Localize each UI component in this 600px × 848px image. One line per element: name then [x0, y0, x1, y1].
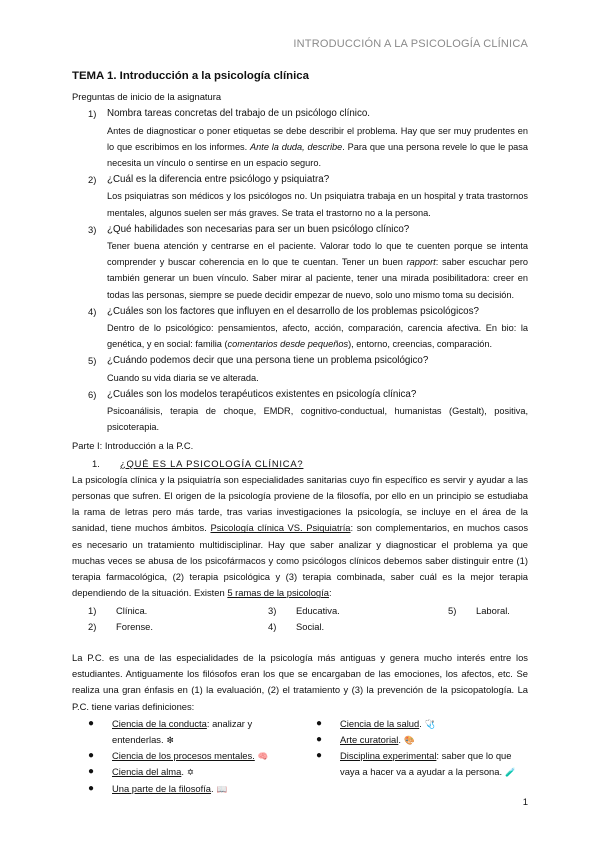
- question-number: 2): [88, 174, 97, 186]
- definitions-column-left: [72, 716, 300, 797]
- question-item: [72, 222, 528, 303]
- bullet-icon: ●: [316, 717, 323, 729]
- question-text: ¿Qué habilidades son necesarias para ser un buen psicólogo clínico?: [107, 223, 410, 235]
- list-item: ● Ciencia del alma. ✡: [72, 764, 300, 780]
- bullet-icon: ●: [316, 750, 323, 762]
- list-item: ● Disciplina experimental: saber que lo que vaya a hacer va a ayudar a la persona. 🧪: [300, 748, 528, 780]
- list-item: ● Ciencia de la salud. 🩺: [300, 716, 528, 732]
- definitions-list: [72, 716, 528, 797]
- question-list: [72, 106, 528, 435]
- bullet-icon: ●: [88, 766, 95, 778]
- palette-icon: 🎨: [403, 734, 415, 745]
- answer-text: Los psiquiatras son médicos y los psicólogos no. Un psiquiatra trabaja en un hospital y trata trastornos mentales, algunos suelen ser más graves. Se trata el trastorno no a la persona.: [107, 191, 528, 218]
- paragraph-intro: La psicología clínica y la psiquiatría son especialidades sanitarias cuyo fin específico es servir y ayudar a las personas que sufren. El origen de la psicología proviene de la filosofía, por ello en un principio se estudiaba la rama de letras pero más tarde, tras varias investigaciones la psicología, se incluye en el área de la sanidad, tiene muchos ámbitos. Psicología clínica VS. Psiquiatría: son complementarios, en muchos casos es necesario un tratamiento multidisciplinar. Hay que saber analizar y diagnosticar el problema ya que muchas veces se abusa de los psicofármacos y como psicólogos clínicos debemos saber distinguir entre (1) terapia farmacológica, (2) terapia psicológica y (3) terapia combinada, saber cuál es la mejor terapia dependiendo de la situación. Existen 5 ramas de la psicología:: [72, 473, 529, 599]
- bullet-icon: ●: [316, 733, 323, 745]
- bullet-icon: ●: [88, 782, 95, 794]
- answer-text: Dentro de lo psicológico: pensamientos, afecto, acción, comparación, carencia afectiva. En bio: la genética, y en social: familia (comentarios desde pequeños), entorno, creencias, comparación.: [107, 323, 528, 350]
- part-title: Parte I: Introducción a la P.C.: [72, 440, 194, 452]
- question-text: ¿Cuándo podemos decir que una persona tiene un problema psicológico?: [107, 355, 429, 367]
- question-item: [72, 353, 528, 385]
- question-text: ¿Cuáles son los factores que influyen en el desarrollo de los problemas psicológicos?: [107, 305, 479, 317]
- answer-text: Psicoanálisis, terapia de choque, EMDR, cognitivo-conductual, humanistas (Gestalt), positiva, psicoterapia.: [107, 406, 528, 433]
- question-text: Nombra tareas concretas del trabajo de un psicólogo clínico.: [107, 108, 371, 120]
- list-item: ● Ciencia de la conducta: analizar y entenderlas. ❇: [72, 716, 300, 748]
- question-item: [72, 172, 528, 221]
- sparkle-icon: ❇: [166, 734, 174, 745]
- list-item: ● Arte curatorial. 🎨: [300, 732, 528, 748]
- list-item: ● Una parte de la filosofía. 📖: [72, 781, 300, 797]
- section-title: ¿QUÉ ES LA PSICOLOGÍA CLÍNICA?: [120, 457, 304, 469]
- question-number: 1): [88, 108, 97, 120]
- underlined-term: Psicología clínica VS. Psiquiatría: [210, 522, 351, 534]
- question-number: 4): [88, 305, 97, 317]
- book-icon: 📖: [216, 783, 228, 794]
- question-number: 3): [88, 223, 97, 235]
- subtitle: Preguntas de inicio de la asignatura: [72, 91, 222, 103]
- section-heading: [72, 456, 528, 472]
- answer-text: Antes de diagnosticar o poner etiquetas se debe describir el problema. Hay que ser muy prudentes en lo que escribimos en los informes. Ante la duda, describe. Para que una persona revele lo que le pasa necesita un vínculo o sentirse en un espacio seguro.: [107, 125, 528, 169]
- list-item: ● Ciencia de los procesos mentales. 🧠: [72, 748, 300, 764]
- list-item: 4) Social.: [268, 620, 325, 632]
- star-icon: ✡: [186, 767, 195, 778]
- question-number: 5): [88, 355, 97, 367]
- page-number: 1: [522, 797, 528, 808]
- definitions-column-right: [300, 716, 528, 797]
- answer-text: Tener buena atención y centrarse en el paciente. Valorar todo lo que te cuenten porque se intenta comprender y buscar coherencia en lo que te cuentan. Tener un buen rapport: saber escuchar pero también generar un buen vínculo. Saber mirar al paciente, tener una mirada posibilitadora: creer en todas las personas, siempre se puede decidir empezar de nuevo, solo uno mismo toma su decisión.: [107, 241, 528, 300]
- test-tube-icon: 🧪: [505, 767, 516, 778]
- stethoscope-icon: 🩺: [424, 718, 436, 729]
- list-item: 5) Laboral.: [448, 604, 510, 616]
- question-text: ¿Cuál es la diferencia entre psicólogo y psiquiatra?: [107, 174, 330, 186]
- question-item: [72, 387, 528, 436]
- bullet-icon: ●: [88, 717, 95, 729]
- answer-text: Cuando su vida diaria se ve alterada.: [107, 372, 259, 383]
- question-number: 6): [88, 388, 97, 400]
- brain-icon: 🧠: [257, 751, 269, 762]
- branches-list: [72, 603, 528, 635]
- section-number: 1.: [92, 457, 100, 469]
- bullet-icon: ●: [88, 750, 95, 762]
- list-item: 3) Educativa.: [268, 604, 340, 616]
- list-item: 1) Clínica.: [88, 604, 148, 616]
- document-body: [72, 68, 528, 797]
- underlined-term: 5 ramas de la psicología: [227, 587, 329, 599]
- question-item: [72, 106, 528, 171]
- paragraph-pc: La P.C. es una de las especialidades de la psicología más antiguas y genera mucho interés entre los estudiantes. Antiguamente los filósofos eran los que se encargaban de las emociones, los afectos, etc. Se realiza una gran énfasis en (1) la evaluación, (2) el tratamiento y (3) la prevención de la psicopatología. La P.C. tiene varias definiciones:: [72, 651, 528, 712]
- list-item: 2) Forense.: [88, 620, 153, 632]
- question-text: ¿Cuáles son los modelos terapéuticos existentes en psicología clínica?: [107, 388, 417, 400]
- question-item: [72, 304, 528, 353]
- page-header: INTRODUCCIÓN A LA PSICOLOGÍA CLÍNICA: [293, 38, 528, 50]
- page-title: TEMA 1. Introducción a la psicología clínica: [72, 70, 309, 82]
